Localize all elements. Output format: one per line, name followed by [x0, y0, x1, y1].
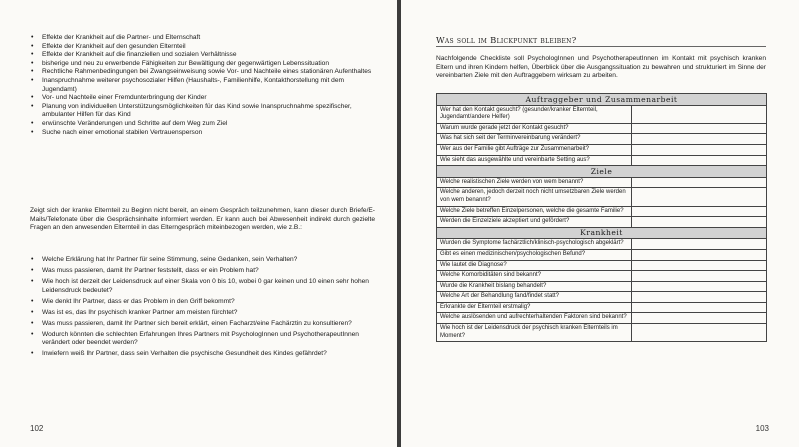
list-item: • Planung von individuellen Unterstützungsmöglichkeiten für das Kind sowie Inanspruchnahme spezifischer, ambulanter Hilfen für das Kind	[30, 103, 375, 120]
answer-cell[interactable]	[632, 271, 767, 282]
answer-cell[interactable]	[632, 134, 767, 145]
table-row	[437, 155, 767, 166]
answer-cell[interactable]	[632, 155, 767, 166]
answer-cell[interactable]	[632, 302, 767, 313]
table-row	[437, 281, 767, 292]
table-row	[437, 123, 767, 134]
answer-cell[interactable]	[632, 324, 767, 342]
answer-cell[interactable]	[632, 105, 767, 123]
question-cell: Welche realistischen Ziele werden von wem benannt?	[437, 177, 632, 188]
list-item: • Effekte der Krankheit auf die Partner- und Elternschaft	[30, 34, 375, 43]
list-item: • Wie denkt Ihr Partner, dass er das Problem in den Griff bekommt?	[30, 298, 375, 307]
section-heading: Ziele	[437, 166, 767, 178]
left-page	[0, 0, 397, 447]
list-item: • Suche nach einer emotional stabilen Vertrauensperson	[30, 129, 375, 138]
list-item: • Inwiefern weiß Ihr Partner, dass sein Verhalten die psychische Gesundheit des Kindes gefährdet?	[30, 350, 375, 359]
list-item: • Wodurch könnten die schlechten Erfahrungen Ihres Partners mit PsychologInnen und PsychotherapeutInnen verändert oder beendet werden?	[30, 331, 375, 348]
answer-cell[interactable]	[632, 281, 767, 292]
table-row	[437, 292, 767, 303]
question-cell: Wurden die Symptome fachärztlich/klinisch-psychologisch abgeklärt?	[437, 239, 632, 250]
question-cell: Was hat sich seit der Terminvereinbarung verändert?	[437, 134, 632, 145]
question-cell: Welche auslösenden und aufrechterhaltenden Faktoren sind bekannt?	[437, 313, 632, 324]
checklist-table	[436, 93, 767, 342]
question-cell: Welche Komorbiditäten sind bekannt?	[437, 271, 632, 282]
intro-paragraph: Nachfolgende Checkliste soll PsychologInnen und PsychotherapeutInnen im Kontakt mit psychisch kranken Eltern und ihren Kindern helfen, Überblick über die Ausgangssituation zu bewahren und strukturiert im Sinne der vereinbarten Ziele mit den Auftraggebern wirksam zu arbeiten.	[436, 55, 766, 79]
answer-cell[interactable]	[632, 292, 767, 303]
list-item: • Effekte der Krankheit auf den gesunden Elternteil	[30, 43, 375, 52]
question-cell: Wie hoch ist der Leidensdruck der psychisch kranken Elternteils im Moment?	[437, 324, 632, 342]
question-cell: Wer aus der Familie gibt Aufträge zur Zusammenarbeit?	[437, 144, 632, 155]
question-bullet-list	[30, 256, 375, 361]
table-row	[437, 271, 767, 282]
question-cell: Welche Ziele betreffen Einzelpersonen, welche die gesamte Familie?	[437, 206, 632, 217]
question-cell: Wer hat den Kontakt gesucht? (gesunder/kranker Elternteil, Jugendamt/andere Helfer)	[437, 105, 632, 123]
answer-cell[interactable]	[632, 177, 767, 188]
title-rule	[436, 46, 766, 47]
question-cell: Warum wurde gerade jetzt der Kontakt gesucht?	[437, 123, 632, 134]
answer-cell[interactable]	[632, 123, 767, 134]
list-item: • erwünschte Veränderungen und Schritte auf dem Weg zum Ziel	[30, 120, 375, 129]
page-number: 103	[755, 424, 769, 433]
list-item: • bisherige und neu zu erwerbende Fähigkeiten zur Bewältigung der gegenwärtigen Lebenssituation	[30, 60, 375, 69]
question-cell: Welche Art der Behandlung fand/findet statt?	[437, 292, 632, 303]
topic-bullet-list	[30, 34, 375, 137]
question-cell: Wie sieht das ausgewählte und vereinbarte Setting aus?	[437, 155, 632, 166]
answer-cell[interactable]	[632, 239, 767, 250]
answer-cell[interactable]	[632, 260, 767, 271]
table-row	[437, 249, 767, 260]
table-row	[437, 206, 767, 217]
right-page	[401, 0, 799, 447]
table-row	[437, 134, 767, 145]
question-cell: Welche anderen, jedoch derzeit noch nicht umsetzbaren Ziele werden von wem benannt?	[437, 188, 632, 206]
table-row	[437, 105, 767, 123]
table-row	[437, 302, 767, 313]
question-cell: Erkrankte der Elternteil erstmalig?	[437, 302, 632, 313]
page-number: 102	[30, 424, 44, 433]
table-row	[437, 324, 767, 342]
question-cell: Wurde die Krankheit bislang behandelt?	[437, 281, 632, 292]
answer-cell[interactable]	[632, 206, 767, 217]
table-row	[437, 144, 767, 155]
table-row	[437, 239, 767, 250]
table-row	[437, 217, 767, 228]
question-cell: Gibt es einen medizinischen/psychologischen Befund?	[437, 249, 632, 260]
table-row	[437, 188, 767, 206]
list-item: • Was ist es, das Ihr psychisch kranker Partner am meisten fürchtet?	[30, 309, 375, 318]
answer-cell[interactable]	[632, 249, 767, 260]
list-item: • Vor- und Nachteile einer Fremdunterbringung der Kinder	[30, 94, 375, 103]
answer-cell[interactable]	[632, 144, 767, 155]
section-heading: Auftraggeber und Zusammenarbeit	[437, 94, 767, 106]
body-paragraph: Zeigt sich der kranke Elternteil zu Beginn nicht bereit, an einem Gespräch teilzunehmen, kann dieser durch Briefe/E-Mails/Telefonate über die Gesprächsinhalte informiert werden. Er kann auch bei Abwesenheit indirekt durch gezielte Fragen an den anwesenden Elternteil in das Elterngespräch miteinbezogen werden, wie z.B.:	[30, 207, 375, 232]
question-cell: Wie lautet die Diagnose?	[437, 260, 632, 271]
list-item: • Effekte der Krankheit auf die finanziellen und sozialen Verhältnisse	[30, 51, 375, 60]
table-row	[437, 260, 767, 271]
list-item: • Wie hoch ist derzeit der Leidensdruck auf einer Skala von 0 bis 10, wobei 0 gar keinen und 10 einen sehr hohen Leidensdruck bedeutet?	[30, 278, 375, 295]
question-cell: Werden die Einzelziele akzeptiert und gefördert?	[437, 217, 632, 228]
list-item: • Rechtliche Rahmenbedingungen bei Zwangseinweisung sowie Vor- und Nachteile eines stationären Aufenthaltes	[30, 68, 375, 77]
answer-cell[interactable]	[632, 217, 767, 228]
table-row	[437, 177, 767, 188]
answer-cell[interactable]	[632, 313, 767, 324]
section-heading: Krankheit	[437, 227, 767, 239]
table-row	[437, 313, 767, 324]
list-item: • Inanspruchnahme weiterer psychosozialer Hilfen (Haushalts-, Familienhilfe, Kontakthorstellung mit dem Jugendamt)	[30, 77, 375, 94]
list-item: • Was muss passieren, damit Ihr Partner feststellt, dass er ein Problem hat?	[30, 267, 375, 276]
list-item: • Was muss passieren, damit Ihr Partner sich bereit erklärt, einen Facharzt/eine Fachärztin zu konsultieren?	[30, 320, 375, 329]
section-title: Was soll im Blickpunkt bleiben?	[436, 35, 577, 45]
list-item: • Welche Erklärung hat Ihr Partner für seine Stimmung, seine Gedanken, sein Verhalten?	[30, 256, 375, 265]
answer-cell[interactable]	[632, 188, 767, 206]
